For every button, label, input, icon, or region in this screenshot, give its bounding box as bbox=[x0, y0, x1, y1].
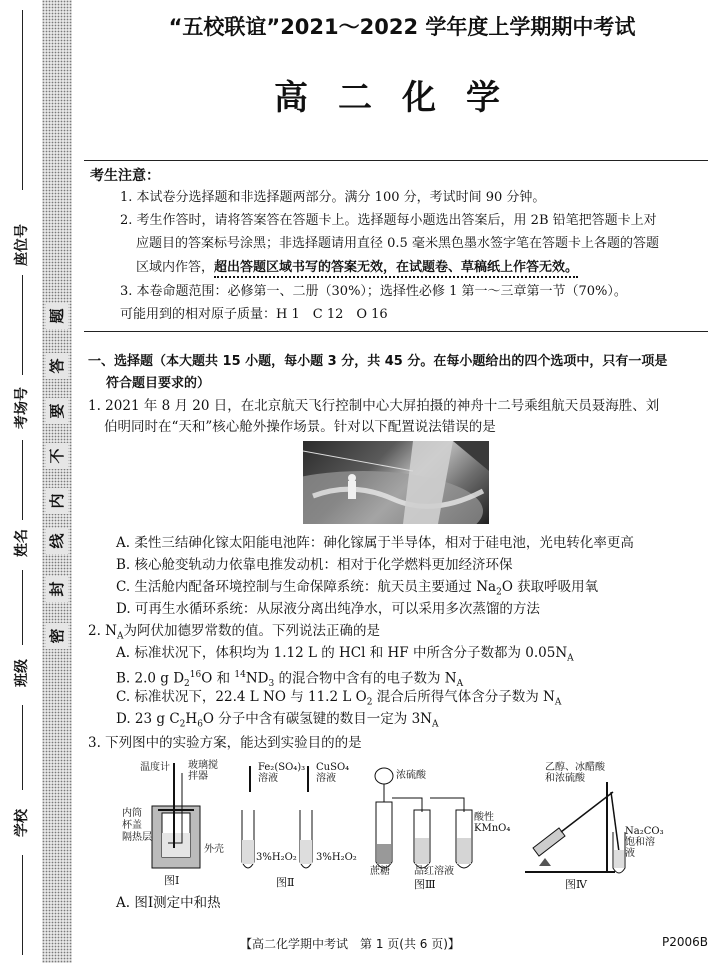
seal-char: 内 bbox=[46, 488, 68, 514]
notice-line-2a: 2. 考生作答时，请将答案答在答题卡上。选择题每小题选出答案后，用 2B 铅笔把答题卡上对 bbox=[120, 213, 657, 228]
field-line bbox=[22, 855, 23, 955]
q1-option-c: C. 生活舱内配备环境控制与生命保障系统：航天员主要通过 $Na_2O$ 获取呼吸用氧 bbox=[116, 579, 599, 598]
field-name: 姓名 bbox=[14, 529, 30, 557]
figure-4 bbox=[515, 762, 664, 891]
fig2-label: 3%H₂O₂ bbox=[256, 852, 297, 863]
fig2-label: CuSO₄溶液 bbox=[316, 762, 350, 784]
seal-char: 封 bbox=[46, 576, 68, 602]
q1-option-d: D. 可再生水循环系统：从尿液分离出纯净水，可以采用多次蒸馏的方法 bbox=[116, 601, 540, 617]
field-seat-number: 座位号 bbox=[14, 224, 30, 266]
notice-line-2b: 应题目的答案标号涂黑；非选择题请用直径 0.5 毫米黑色墨水签字笔在答题卡上各题的答题 bbox=[136, 236, 659, 251]
fig1-label: 杯盖 bbox=[122, 820, 142, 831]
exam-title: “五校联谊”2021～2022 学年度上学期期中考试 bbox=[168, 15, 636, 39]
q2-stem: 2. $N_A$为阿伏加德罗常数的值。下列说法正确的是 bbox=[88, 623, 380, 642]
fig4-label: Na₂CO₃饱和溶液 bbox=[625, 826, 664, 859]
notice-emphasis: 超出答题区域书写的答案无效，在试题卷、草稿纸上作答无效。 bbox=[214, 260, 578, 278]
q2-option-c: C. 标准状况下，22.4 L NO 与 11.2 L $O_2$ 混合后所得气体含分子数为 $N_A$ bbox=[116, 689, 562, 708]
fig1-label: 隔热层 bbox=[122, 832, 152, 843]
field-line bbox=[22, 275, 23, 375]
q2-option-b-text: 的混合物中含有的电子数为 bbox=[278, 670, 441, 687]
binding-strip bbox=[0, 0, 80, 963]
fig1-label: 玻璃搅拌器 bbox=[188, 760, 218, 782]
fig3-label: 品红溶液 bbox=[414, 866, 454, 877]
field-line bbox=[22, 440, 23, 520]
q3-option-a: A. 图Ⅰ测定中和热 bbox=[116, 895, 221, 911]
field-line bbox=[22, 570, 23, 645]
seal-char: 答 bbox=[46, 353, 68, 379]
q2-option-c-text: C. 标准状况下，22.4 L NO 与 11.2 L O bbox=[116, 689, 367, 705]
section-heading-cont: 符合题目要求的） bbox=[106, 376, 211, 391]
figure-2 bbox=[232, 762, 357, 889]
seal-char: 题 bbox=[46, 303, 68, 329]
field-line bbox=[22, 705, 23, 790]
fig1-label: 外壳 bbox=[204, 844, 224, 855]
field-line bbox=[22, 10, 23, 190]
notice-line-2c bbox=[136, 258, 578, 278]
q1-option-a: A. 柔性三结砷化镓太阳能电池阵：砷化镓属于半导体，相对于硅电池，光电转化率更高 bbox=[116, 535, 634, 551]
q2-option-b: B. 2.0 g $D_2^{16}O$ 和 $^{14}ND_3$ 的混合物中含有的电子数为 $N_A$ bbox=[116, 670, 464, 690]
fig3-caption: 图Ⅲ bbox=[414, 878, 436, 891]
figure-3 bbox=[362, 762, 511, 891]
q2-option-d: D. 23 g $C_2H_6O$ 分子中含有碳氢键的数目一定为 $3N_A$ bbox=[116, 711, 439, 730]
field-class: 班级 bbox=[14, 659, 30, 687]
fig2-label: Fe₂(SO₄)₃溶液 bbox=[258, 762, 306, 784]
q1-option-b: B. 核心舱变轨动力依靠电推发动机：相对于化学燃料更加经济环保 bbox=[116, 557, 513, 573]
page-footer: 【高二化学期中考试 第 1 页(共 6 页)】 bbox=[240, 937, 460, 951]
astronaut-photo bbox=[303, 441, 489, 524]
q2-stem-text: 为阿伏加德罗常数的值。下列说法正确的是 bbox=[123, 623, 380, 639]
field-exam-room: 考场号 bbox=[14, 387, 30, 429]
astronaut-photo-art bbox=[303, 441, 489, 524]
fig3-label: 浓硫酸 bbox=[396, 770, 426, 781]
notice-heading: 考生注意： bbox=[90, 168, 160, 184]
notice-line-3: 3. 本卷命题范围：必修第一、二册（30%）；选择性必修 1 第一～三章第一节（70%）。 bbox=[120, 284, 627, 299]
seal-char: 密 bbox=[46, 623, 68, 649]
figure-1 bbox=[122, 758, 230, 888]
seal-char: 不 bbox=[46, 443, 68, 469]
fig1-label: 内筒 bbox=[122, 808, 142, 819]
seal-char: 线 bbox=[46, 528, 68, 554]
notice-line-2c-plain: 区域内作答， bbox=[136, 260, 215, 275]
paper-code: P2006B bbox=[662, 935, 709, 949]
atomic-mass-line: 可能用到的相对原子质量：H 1 C 12 O 16 bbox=[120, 307, 388, 322]
seal-char: 要 bbox=[46, 398, 68, 424]
fig1-caption: 图Ⅰ bbox=[164, 874, 180, 887]
q3-stem: 3. 下列图中的实验方案，能达到实验目的的是 bbox=[88, 735, 362, 751]
fig3-label: 蔗糖 bbox=[370, 866, 390, 877]
fig2-label: 3%H₂O₂ bbox=[316, 852, 357, 863]
q2-option-a-text: A. 标准状况下，体积均为 1.12 L 的 HCl 和 HF 中所含分子数都为 0.05 bbox=[116, 645, 556, 661]
section-heading: 一、选择题（本大题共 15 小题，每小题 3 分，共 45 分。在每小题给出的四个选项中，只有一项是 bbox=[88, 354, 668, 369]
fig1-label: 温度计 bbox=[140, 762, 170, 773]
q1-stem-1: 1. 2021 年 8 月 20 日，在北京航天飞行控制中心大屏拍摄的神舟十二号乘组航天员聂海胜、刘 bbox=[88, 398, 660, 414]
fig4-caption: 图Ⅳ bbox=[565, 878, 587, 891]
q2-option-c-post: 混合后所得气体含分子数为 bbox=[376, 689, 539, 705]
fig4-label: 乙醇、冰醋酸和浓硫酸 bbox=[545, 762, 605, 784]
notice-line-1: 1. 本试卷分选择题和非选择题两部分。满分 100 分，考试时间 90 分钟。 bbox=[120, 190, 546, 205]
q2-option-d-text: 分子中含有碳氢键的数目一定为 3 bbox=[218, 711, 421, 727]
seal-dot-pattern bbox=[42, 0, 72, 963]
q1-option-c-pre: C. 生活舱内配备环境控制与生命保障系统：航天员主要通过 Na bbox=[116, 579, 497, 595]
subject-title: 高二化学 bbox=[274, 78, 530, 118]
fig2-caption: 图Ⅱ bbox=[276, 876, 295, 889]
fig3-label: 酸性KMnO₄ bbox=[474, 812, 511, 834]
q1-stem-2: 伯明同时在“天和”核心舱外操作场景。针对以下配置说法错误的是 bbox=[104, 419, 496, 435]
q2-option-a: A. 标准状况下，体积均为 1.12 L 的 HCl 和 HF 中所含分子数都为 $0.05N_A$ bbox=[116, 645, 574, 664]
field-school: 学校 bbox=[14, 809, 30, 837]
q1-option-c-post: O 获取呼吸用氧 bbox=[501, 579, 599, 595]
